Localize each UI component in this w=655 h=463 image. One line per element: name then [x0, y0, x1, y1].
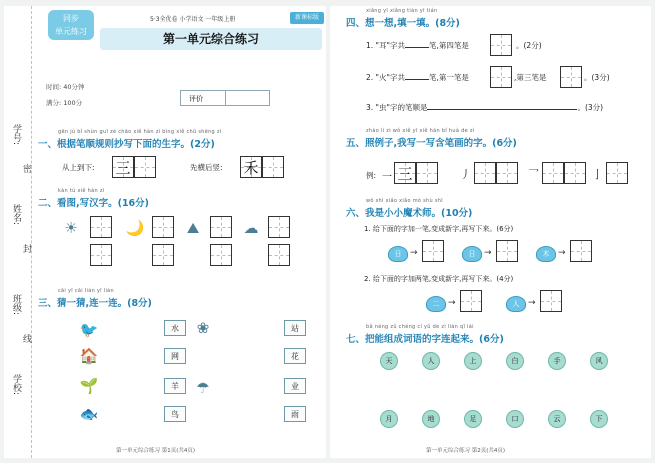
answer-blank[interactable] — [427, 102, 577, 110]
match-char-box[interactable]: 花 — [284, 348, 306, 364]
sec3-pinyin: cāi yī cāi lián yī lián — [58, 288, 114, 294]
arrow-right-icon: → — [528, 298, 536, 308]
seal-mark: 密 — [21, 164, 31, 173]
left-page — [4, 6, 326, 458]
class-label: 班级: — [11, 294, 21, 316]
page-title: 第一单元综合练习 — [100, 28, 322, 50]
q4-2-row — [366, 72, 469, 83]
section-3-title: 三、猜一猜,连一连。(8分) — [38, 298, 152, 309]
section-6-title: 六、我是小小魔术师。(10分) — [346, 208, 473, 219]
example-char: 三 — [397, 165, 413, 183]
tian-box[interactable] — [606, 162, 628, 184]
section-7-title: 七、把能组成词语的字连起来。(6分) — [346, 334, 504, 345]
tian-box-example2 — [240, 156, 262, 178]
word-char-bottom[interactable]: 口 — [506, 410, 524, 428]
magic-bag: 二 — [426, 296, 446, 312]
magic-bag: 人 — [506, 296, 526, 312]
tian-box[interactable] — [152, 244, 174, 266]
q6-1-text: 1. 给下面的字加一笔,变成新字,再写下来。(6分) — [364, 225, 514, 233]
left-footer: 第一单元综合练习 第1页(共4页) — [116, 448, 196, 454]
mountain-picture-icon: ⛰ — [186, 219, 200, 237]
badge-line1: 同步 — [63, 14, 79, 23]
house-picture-icon: 🏠 — [79, 347, 99, 365]
tian-box[interactable] — [490, 34, 512, 56]
tian-box-example — [394, 162, 416, 184]
q4-2-d: 。(3分) — [584, 73, 610, 82]
sec2-pinyin: kàn tú xiě hàn zì — [58, 188, 105, 194]
fish-picture-icon: 🐟 — [79, 405, 99, 423]
tian-box[interactable] — [210, 244, 232, 266]
sec1-lead2: 先横后竖: — [190, 163, 223, 172]
moon-picture-icon: 🌙 — [125, 219, 145, 237]
feng-mark: 封 — [21, 244, 31, 253]
bird-picture-icon: 🐦 — [79, 321, 99, 339]
sec6-pinyin: wǒ shì xiǎo xiǎo mó shù shī — [366, 198, 443, 204]
q4-2-c: ,第三笔是 — [514, 73, 547, 82]
q4-1-b: 笔,第四笔是 — [428, 41, 469, 50]
match-char-box[interactable]: 雨 — [284, 406, 306, 422]
word-char-bottom[interactable]: 云 — [548, 410, 566, 428]
stroke-glyph: 乛 — [528, 168, 539, 181]
example-stroke: 一 — [382, 172, 392, 183]
sec5-pinyin: zhào lì zi wǒ xiě yī xiě hán bǐ huà de zì — [366, 128, 475, 134]
section-5-title: 五、照例子,我写一写含笔画的字。(6分) — [346, 138, 517, 149]
cloud-picture-icon: ☁ — [243, 219, 259, 237]
q4-1-a: 1. "耳"字共 — [366, 41, 405, 50]
example-label: 例: — [366, 171, 377, 180]
eval-box — [180, 90, 270, 106]
binding-strip — [4, 6, 32, 458]
tian-box[interactable] — [460, 290, 482, 312]
match-char-box[interactable]: 鸟 — [164, 406, 186, 422]
sec7-pinyin: bǎ néng zǔ chéng cí yǔ de zì lián qǐ lái — [366, 324, 474, 330]
clue-picture-icon: ❀ — [196, 319, 210, 337]
arrow-right-icon: → — [410, 248, 418, 258]
tian-box[interactable] — [540, 290, 562, 312]
word-char-bottom[interactable]: 下 — [590, 410, 608, 428]
eval-label: 评价 — [189, 95, 203, 103]
tian-box[interactable] — [564, 162, 586, 184]
edition-tag: 新课标版 — [290, 12, 324, 24]
right-footer: 第一单元综合练习 第2页(共4页) — [426, 448, 506, 454]
section-1-title: 一、根据笔顺规则抄写下面的生字。(2分) — [38, 139, 215, 150]
sec4-pinyin: xiǎng yī xiǎng tián yī tián — [366, 8, 438, 14]
tian-box[interactable] — [416, 162, 438, 184]
section-4-title: 四、想一想,填一填。(8分) — [346, 18, 460, 29]
arrow-right-icon: → — [558, 248, 566, 258]
sun-picture-icon: ☀ — [64, 219, 78, 237]
tian-box[interactable] — [262, 156, 284, 178]
match-char-box[interactable]: 网 — [164, 348, 186, 364]
stroke-glyph: 亅 — [592, 168, 603, 181]
q6-2-text: 2. 给下面的字加两笔,变成新字,再写下来。(4分) — [364, 275, 514, 283]
tian-box[interactable] — [542, 162, 564, 184]
q4-3-c: 。(3分) — [577, 103, 604, 112]
example-char-1: 三 — [115, 159, 131, 177]
tian-box[interactable] — [490, 66, 512, 88]
q4-3-a: 3. "虫"字的笔顺是 — [366, 103, 428, 112]
tian-box[interactable] — [268, 216, 290, 238]
answer-blank[interactable] — [405, 72, 429, 80]
tian-box[interactable] — [496, 240, 518, 262]
score-meta: 满分: 100分 — [46, 99, 83, 107]
right-page — [330, 6, 651, 458]
match-char-box[interactable]: 羊 — [164, 378, 186, 394]
match-char-box[interactable]: 站 — [284, 320, 306, 336]
answer-blank[interactable] — [405, 40, 429, 48]
tian-box[interactable] — [422, 240, 444, 262]
word-char-bottom[interactable]: 足 — [464, 410, 482, 428]
q4-1-row — [366, 40, 469, 51]
arrow-right-icon: → — [448, 298, 456, 308]
tian-box[interactable] — [570, 240, 592, 262]
word-char-top[interactable]: 手 — [548, 352, 566, 370]
magic-bag: 木 — [536, 246, 556, 262]
match-char-box[interactable]: 水 — [164, 320, 186, 336]
q4-2-b: 笔,第一笔是 — [428, 73, 469, 82]
tian-box[interactable] — [474, 162, 496, 184]
word-char-top[interactable]: 白 — [506, 352, 524, 370]
example-char-2: 禾 — [243, 159, 259, 177]
word-char-top[interactable]: 天 — [380, 352, 398, 370]
magic-bag: 日 — [388, 246, 408, 262]
badge-line2: 单元练习 — [55, 27, 87, 36]
tian-box[interactable] — [496, 162, 518, 184]
word-char-bottom[interactable]: 地 — [422, 410, 440, 428]
magic-bag: 日 — [462, 246, 482, 262]
word-char-top[interactable]: 风 — [590, 352, 608, 370]
sec1-lead1: 从上到下: — [62, 163, 95, 172]
tian-box-example1 — [112, 156, 134, 178]
stroke-glyph: 丿 — [460, 168, 471, 181]
clue-picture-icon: ☂ — [196, 379, 210, 397]
match-char-box[interactable]: 业 — [284, 378, 306, 394]
tian-box[interactable] — [560, 66, 582, 88]
name-label: 姓名: — [11, 204, 21, 226]
tian-box[interactable] — [210, 216, 232, 238]
tian-box[interactable] — [134, 156, 156, 178]
tian-box[interactable] — [90, 216, 112, 238]
tian-box[interactable] — [90, 244, 112, 266]
q4-3-row — [366, 102, 603, 113]
time-meta: 时间: 40分钟 — [46, 83, 85, 91]
q4-2-a: 2. "火"字共 — [366, 73, 405, 82]
line-mark: 线 — [21, 334, 31, 343]
sec1-pinyin: gēn jù bǐ shùn guī zé chāo xiě hàn zì bìng xiě chū shēng zì — [58, 129, 222, 135]
word-char-top[interactable]: 人 — [422, 352, 440, 370]
tian-box[interactable] — [152, 216, 174, 238]
school-label: 学校: — [11, 374, 21, 396]
unit-badge — [48, 10, 94, 40]
section-2-title: 二、看图,写汉字。(16分) — [38, 198, 150, 209]
arrow-right-icon: → — [484, 248, 492, 258]
sprout-picture-icon: 🌱 — [79, 377, 99, 395]
q4-1-c: 。(2分) — [516, 41, 542, 50]
word-char-bottom[interactable]: 月 — [380, 410, 398, 428]
word-char-top[interactable]: 上 — [464, 352, 482, 370]
id-label: 学号: — [11, 124, 21, 146]
series-text: 5·3全优卷 小学语文 一年级上册 — [150, 16, 236, 23]
tian-box[interactable] — [268, 244, 290, 266]
